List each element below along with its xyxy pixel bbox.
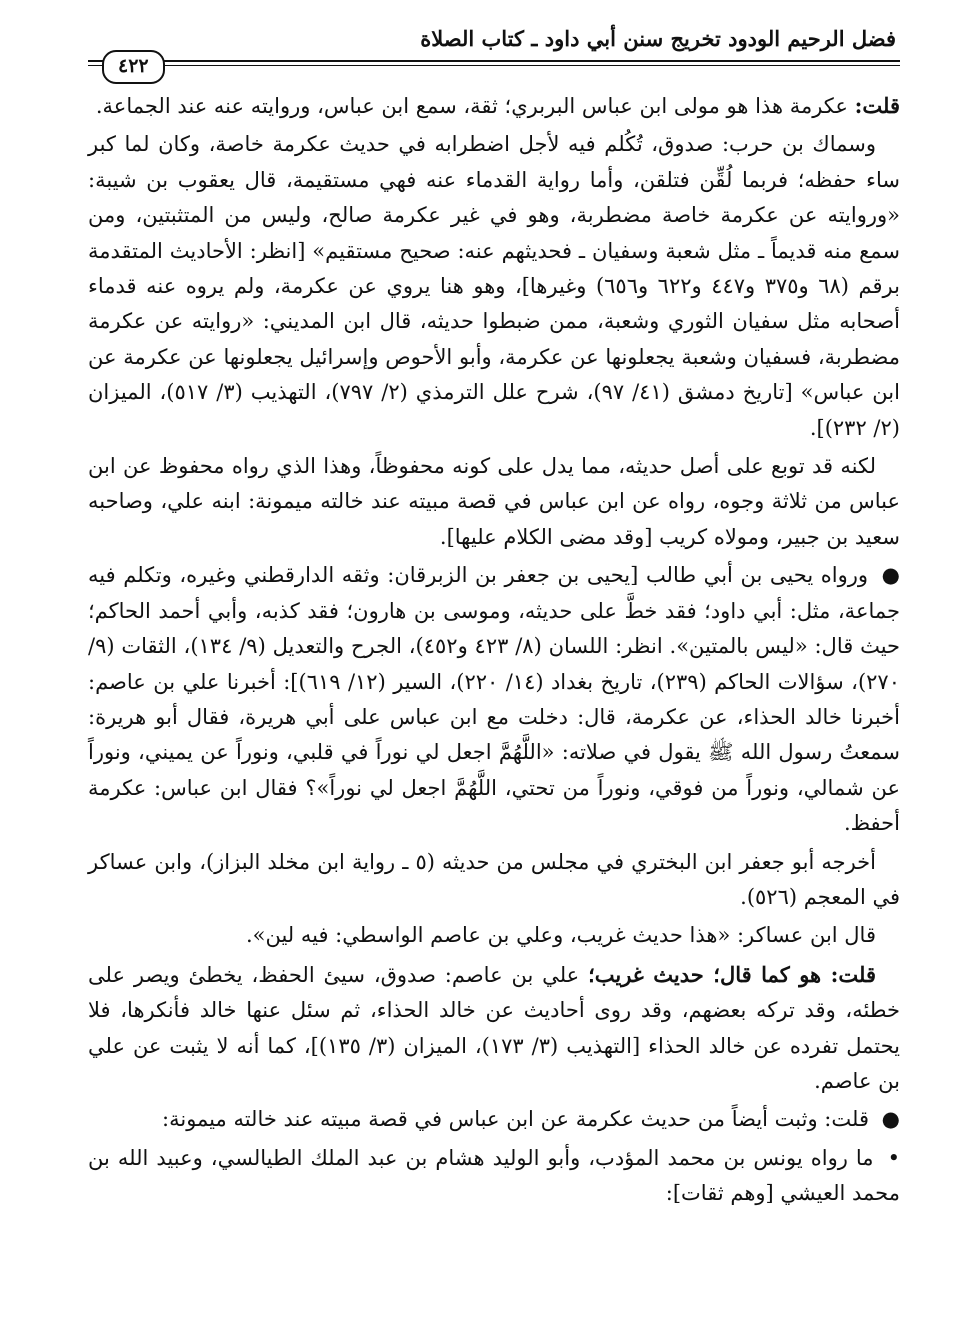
page-number: ٤٢٢: [102, 50, 165, 84]
page-body: [88, 88, 900, 1212]
paragraph: [88, 918, 900, 953]
paragraph-text: علي بن عاصم: صدوق، سيئ الحفظ، يخطئ ويصر على خطئه، وقد تركه بعضهم، وقد روى أحاديث عن خالد الحذاء، ثم سئل عنها خالد فأنكرها، فلا يحتمل تفرده عن خالد الحذاء [التهذيب (٣/ ١٧٣)، الميزان (٣/ ١٣٥)]، كما أنه لا يثبت عن علي بن عاصم.: [88, 962, 900, 1093]
paragraph: [88, 127, 900, 446]
paragraph-text: قلت: وثبت أيضاً من حديث عكرمة عن ابن عباس في قصة مبيته عند خالته ميمونة:: [162, 1107, 876, 1132]
book-page: [88, 22, 900, 1322]
page-header: [88, 22, 900, 88]
section-marker-icon: ●: [881, 1107, 900, 1132]
paragraph: [88, 88, 900, 124]
paragraph: [88, 449, 900, 555]
section-marker-icon: ●: [881, 563, 900, 588]
paragraph: [88, 558, 900, 841]
paragraph: [88, 1102, 900, 1137]
paragraph: [88, 957, 900, 1100]
paragraph-text: عكرمة هذا هو مولى ابن عباس البربري؛ ثقة، سمع ابن عباس، وروايته عنه عند الجماعة.: [95, 94, 855, 118]
header-rule: [88, 60, 900, 62]
paragraph-text: وسماك بن حرب: صدوق، تُكُلم فيه لأجل اضطرابه في حديث عكرمة خاصة، وكان لما كبر ساء حفظه؛ فربما لُقِّن فتلقن، وأما رواية القدماء عنه فهي مستقيمة، قال يعقوب بن شيبة: «وروايته عن عكرمة خاصة مضطربة، وهو في غير عكرمة صالح، وليس من المتثبتين، ومن سمع منه قديماً ـ مثل شعبة وسفيان ـ فحديثهم عنه: صحيح مستقيم» [انظر: الأحاديث المتقدمة برقم (٦٨ و٣٧٥ و٤٤٧ و٦٢٢ و٦٥٦) وغيرها]، وهو هنا يروي عن عكرمة، ولم يروه عنه قدماء أصحابه مثل سفيان الثوري وشعبة، ممن ضبطوا حديثه، قال ابن المديني: «روايته عن عكرمة مضطربة، فسفيان وشعبة يجعلونها عن عكرمة، وأبو الأحوص وإسرائيل يجعلونها عن عكرمة عن ابن عباس» [تاريخ دمشق (٤١/ ٩٧)، شرح علل الترمذي (٢/ ٧٩٧)، التهذيب (٣/ ٥١٧)، الميزان (٢/ ٢٣٢)].: [88, 132, 900, 440]
bullet-dot-icon: •: [887, 1145, 900, 1170]
paragraph-text: ورواه يحيى بن أبي طالب [يحيى بن جعفر بن الزبرقان: وثقه الدارقطني وغيره، وتكلم فيه جماعة، مثل: أبي داود؛ فقد خطَّ على حديثه، وموسى بن هارون؛ فقد كذبه، وأبي أحمد الحاكم؛ حيث قال: «ليس بالمتين». انظر: اللسان (٨/ ٤٢٣ و٤٥٢)، الجرح والتعديل (٩/ ١٣٤)، الثقات (٩/ ٢٧٠)، سؤالات الحاكم (٢٣٩)، تاريخ بغداد (١٤/ ٢٢٠)، السير (١٢/ ٦١٩)]: أخبرنا علي بن عاصم: أخبرنا خالد الحذاء، عن عكرمة، قال: دخلت مع ابن عباس على أبي هريرة، فقال أبو هريرة: سمعتُ رسول الله ﷺ يقول في صلاته: «اللَّهُمَّ اجعل لي نوراً في قلبي، ونوراً عن يميني، ونوراً عن شمالي، ونوراً من فوقي، ونوراً من تحتي، اللَّهُمَّ اجعل لي نوراً»؟ فقال ابن عباس: عكرمة أحفظ.: [88, 563, 901, 836]
paragraph: [88, 1141, 900, 1212]
paragraph-text: ما رواه يونس بن محمد المؤدب، وأبو الوليد هشام بن عبد الملك الطيالسي، وعبيد الله بن محمد العيشي [وهم ثقات]:: [88, 1145, 900, 1206]
paragraph-lead: قلت:: [854, 93, 900, 118]
paragraph: [88, 845, 900, 916]
running-title: فضل الرحيم الودود تخريج سنن أبي داود ـ كتاب الصلاة: [420, 26, 896, 51]
paragraph-text: أخرجه أبو جعفر ابن البختري في مجلس من حديثه (٥ ـ رواية ابن مخلد البزاز)، وابن عساكر في المعجم (٥٢٦).: [88, 849, 900, 909]
paragraph-text: قال ابن عساكر: «هذا حديث غريب، وعلي بن عاصم الواسطي: فيه لين».: [245, 923, 876, 948]
header-rule-thin: [88, 65, 900, 66]
paragraph-lead: قلت: هو كما قال؛ حديث غريب؛: [588, 961, 876, 987]
paragraph-text: لكنه قد توبع على أصل حديثه، مما يدل على كونه محفوظاً، وهذا الذي رواه محفوظ عن ابن عباس من ثلاثة وجوه، رواه عن ابن عباس في قصة مبيته عند خالته ميمونة: ابنه علي، وصاحبه سعيد بن جبير، ومولاه كريب [وقد مضى الكلام عليها].: [88, 454, 900, 549]
